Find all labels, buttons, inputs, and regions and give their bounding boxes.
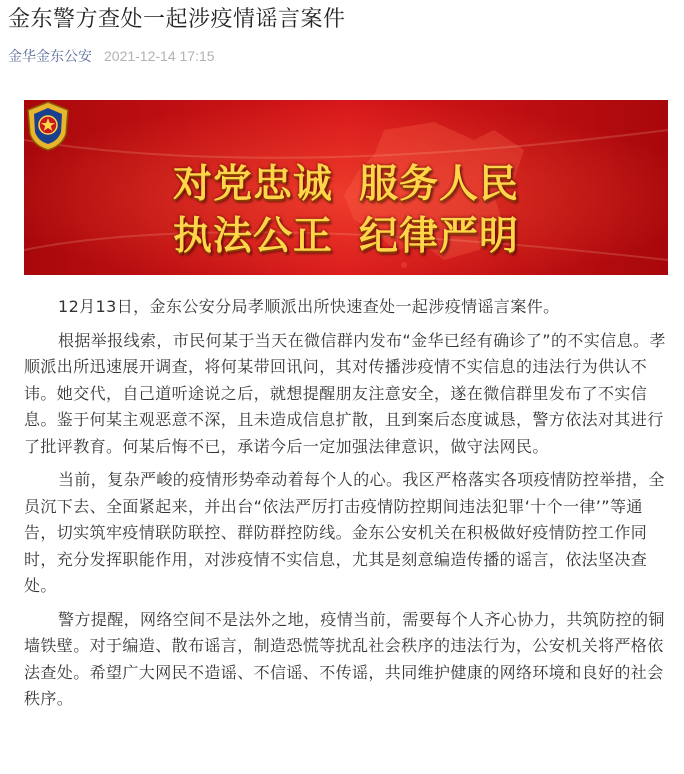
slogan-part-serve-people: 服务人民 — [359, 161, 520, 207]
article-body — [24, 294, 672, 713]
paragraph-text: 根据举报线索，市民何某于当天在微信群内发布“金华已经有确诊了”的不实信息。孝顺派出所迅速展开调查，将何某带回讯问，其对传播涉疫情不实信息的违法行为供认不讳。她交代，自己道听途说之后，就想提醒朋友注意安全，遂在微信群里发布了不实信息。鉴于何某主观恶意不深，且未造成信息扩散，且到案后态度诚恳，警方依法对其进行了批评教育。何某后悔不已，承诺今后一定加强法律意识，做守法网民。 — [24, 330, 666, 456]
paragraph-text: 当前，复杂严峻的疫情形势牵动着每个人的心。我区严格落实各项疫情防控举措，全员沉下去、全面紧起来，并出台“依法严厉打击疫情防控期间违法犯罪‘十个一律’”等通告，切实筑牢疫情联防联控、群防群控防线。金东公安机关在积极做好疫情防控工作同时，充分发挥职能作用，对涉疫情不实信息，尤其是刻意编造传播的谣言，依法坚决查处。 — [24, 470, 665, 595]
paragraph — [24, 294, 672, 321]
paragraph — [24, 328, 672, 461]
slogan-part-discipline: 纪律严明 — [359, 213, 520, 259]
paragraph — [24, 607, 672, 713]
paragraph-text: 警方提醒，网络空间不是法外之地，疫情当前，需要每个人齐心协力，共筑防控的铜墙铁壁。对于编造、散布谣言，制造恐慌等扰乱社会秩序的违法行为，公安机关将严格依法查处。希望广大网民不造谣、不信谣、不传谣，共同维护健康的网络环境和良好的社会秩序。 — [24, 609, 665, 708]
slogan-part-loyalty: 对党忠诚 — [172, 161, 333, 207]
slogan-part-justice: 执法公正 — [172, 213, 333, 259]
slogan-line-2 — [24, 214, 668, 258]
slogan-line-1 — [24, 162, 668, 206]
account-name-link[interactable]: 金华金东公安 — [8, 49, 92, 65]
article-title: 金东警方查处一起涉疫情谣言案件 — [8, 7, 346, 32]
police-emblem-icon — [24, 100, 72, 152]
slogan-banner — [24, 100, 668, 275]
publish-date: 2021-12-14 17:15 — [104, 48, 215, 64]
paragraph — [24, 467, 672, 600]
paragraph-text: 12月13日，金东公安分局孝顺派出所快速查处一起涉疫情谣言案件。 — [58, 297, 560, 316]
article-meta — [8, 46, 215, 67]
